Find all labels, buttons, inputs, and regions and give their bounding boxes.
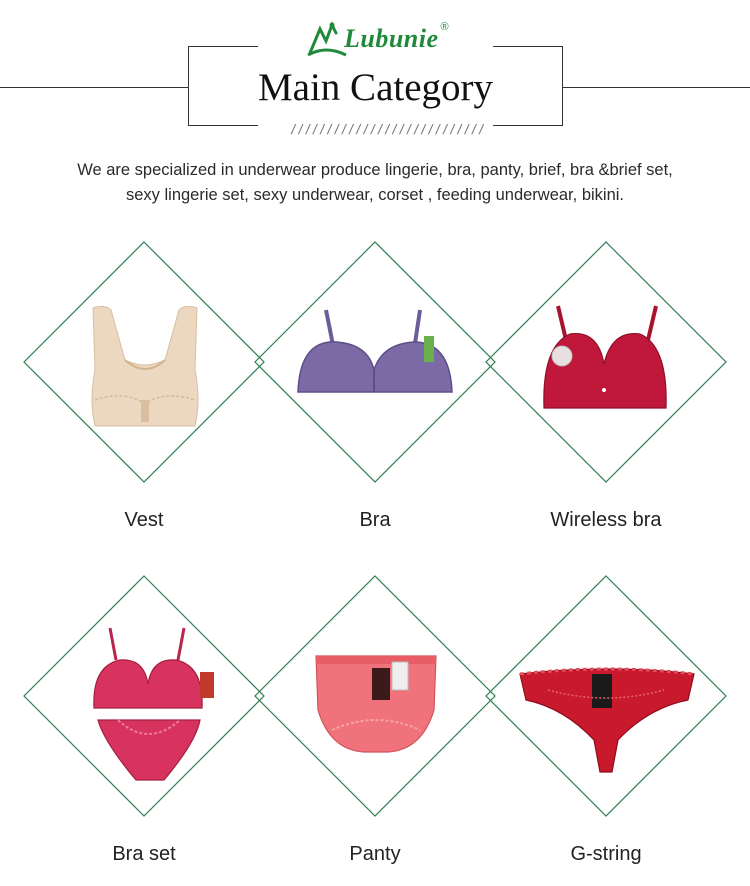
- wireless-bra-image: [540, 300, 670, 410]
- panty-image: [312, 650, 440, 754]
- description-line-1: We are specialized in underwear produce lingerie, bra, panty, brief, bra &brief set,: [77, 161, 673, 179]
- category-label: Wireless bra: [550, 509, 662, 531]
- vest-image: [85, 300, 205, 430]
- title-hatch-decoration: ///////////////////////////: [290, 122, 486, 136]
- category-label: Vest: [124, 509, 164, 531]
- category-label: Bra set: [112, 843, 176, 865]
- category-label: Panty: [349, 843, 401, 865]
- description-line-2: sexy lingerie set, sexy underwear, corset , feeding underwear, bikini.: [125, 186, 624, 204]
- category-label: G-string: [570, 843, 642, 865]
- bra-set-image: [88, 620, 218, 788]
- page-title: Main Category: [257, 66, 494, 109]
- bra-image: [290, 300, 460, 400]
- registered-mark: ®: [440, 21, 449, 33]
- brand-name: Lubunie: [344, 24, 439, 53]
- category-label: Bra: [359, 509, 391, 531]
- g-string-image: [518, 660, 696, 778]
